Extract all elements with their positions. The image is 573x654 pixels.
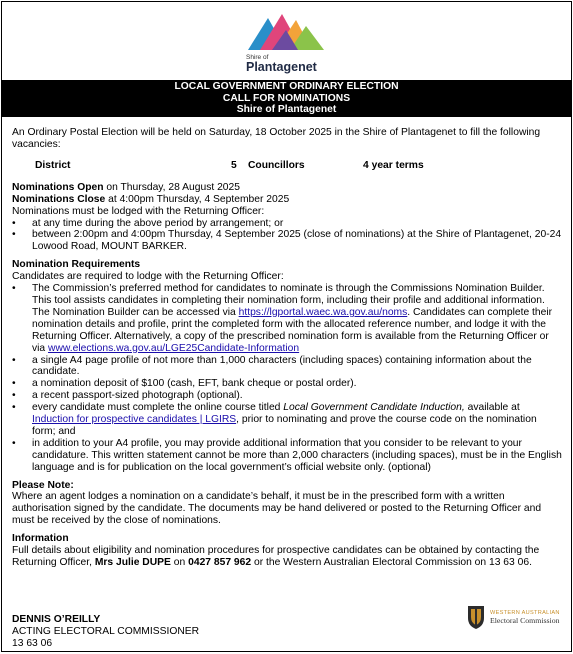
title-banner bbox=[2, 80, 571, 117]
information-text bbox=[12, 545, 562, 569]
waec-line-2: Electoral Commission bbox=[490, 616, 560, 625]
crest-icon bbox=[466, 604, 486, 630]
list-item: • at any time during the above period by arrangement; or bbox=[12, 218, 562, 230]
item5-text-b: available at bbox=[464, 402, 520, 414]
waec-line-1: WESTERN AUSTRALIAN bbox=[490, 610, 560, 616]
banner-line-3: Shire of Plantagenet bbox=[236, 104, 337, 115]
list-item: • between 2:00pm and 4:00pm Thursday, 4 September 2025 (close of nominations) at the Shire of Plantagenet, 20-24 Lowood Road, MOUNT BARKER. bbox=[12, 229, 562, 253]
list-item: • in addition to your A4 profile, you may provide additional information that you consider to be relevant to your candidature. This written statement cannot be more than 2,000 characters (including spaces), must be in the English language and is for publication on the local government’s official website only. (optional) bbox=[12, 438, 562, 474]
item5-text-a: every candidate must complete the online course titled bbox=[32, 402, 284, 414]
requirements-intro: Candidates are required to lodge with the Returning Officer: bbox=[12, 271, 284, 283]
vacancy-term: 4 year terms bbox=[363, 159, 424, 171]
signatory-title: ACTING ELECTORAL COMMISSIONER bbox=[12, 625, 200, 637]
list-item bbox=[12, 283, 562, 354]
signatory-name: DENNIS O’REILLY bbox=[12, 614, 101, 625]
returning-officer-name: Mrs Julie DUPE bbox=[94, 557, 171, 568]
note-text: Where an agent lodges a nomination on a candidate’s behalf, it must be in the prescribed form with a written authorisation signed by the candidate. The documents may be hand delivered or posted to the Returning Officer and must be received by the close of nominations. bbox=[12, 491, 542, 527]
mountains-icon bbox=[246, 14, 326, 54]
banner-line-1: LOCAL GOVERNMENT ORDINARY ELECTION bbox=[174, 81, 399, 92]
logo-big-text: Plantagenet bbox=[246, 60, 317, 74]
information-text-b: on bbox=[170, 557, 189, 568]
nominations-close bbox=[12, 194, 562, 206]
election-notice bbox=[1, 1, 572, 652]
open-label: Nominations Open bbox=[12, 181, 104, 193]
returning-officer-phone: 0427 857 962 bbox=[188, 557, 252, 568]
item1-text-a: The Commission’s preferred method for candidates to nominate is through the Commissions Nomination Builder. This tool assists candidates in completing their nomination form, including their profile and additional information. The Nomination Builder can be accessed via bbox=[32, 283, 545, 318]
list-item bbox=[12, 402, 562, 438]
close-text: at 4:00pm Thursday, 4 September 2025 bbox=[105, 193, 290, 205]
information-text-c: or the Western Australian Electoral Commission on 13 63 06. bbox=[251, 557, 532, 568]
open-text: on Thursday, 28 August 2025 bbox=[103, 181, 240, 193]
requirements-section bbox=[12, 259, 562, 473]
nominations-open bbox=[12, 182, 562, 194]
lodge-list bbox=[12, 218, 562, 254]
signatory-phone: 13 63 06 bbox=[12, 637, 53, 649]
waec-logo bbox=[466, 602, 566, 634]
intro-text: An Ordinary Postal Election will be held on Saturday, 18 October 2025 in the Shire of Plantagenet to fill the following vacancies: bbox=[12, 127, 541, 150]
shire-logo bbox=[246, 14, 326, 76]
lgportal-link[interactable]: https://lgportal.waec.wa.gov.au/noms bbox=[238, 306, 408, 318]
vacancy-count: 5 bbox=[231, 159, 237, 171]
requirements-list bbox=[12, 283, 562, 474]
note-section bbox=[12, 480, 562, 528]
information-section bbox=[12, 533, 562, 569]
vacancy-row bbox=[12, 160, 562, 172]
requirements-heading: Nomination Requirements bbox=[12, 259, 141, 271]
lodge-text: Nominations must be lodged with the Returning Officer: bbox=[12, 205, 265, 217]
course-title: Local Government Candidate Induction, bbox=[283, 402, 465, 414]
note-heading: Please Note: bbox=[12, 479, 74, 491]
logo-small-text: Shire of bbox=[246, 54, 269, 61]
candidate-info-link[interactable]: www.elections.wa.gov.au/LGE25Candidate-Information bbox=[48, 342, 300, 354]
nominations-section bbox=[12, 182, 562, 253]
information-text-a: Full details about eligibility and nomination procedures for prospective candidates can be obtained by contacting the Returning Officer, bbox=[12, 545, 540, 568]
item5-text-c: , prior to nominating and prove the course code on the nomination form; and bbox=[32, 414, 537, 437]
item1-text-b: . Candidates can complete their nomination details and profile, print the completed form with the allocated reference number, and lodge it with the Returning Officer. Alternatively, a copy of the prescribed nomination form is available from the Returning Officer or via bbox=[32, 306, 553, 354]
signature-block bbox=[12, 614, 312, 650]
banner-line-2: CALL FOR NOMINATIONS bbox=[222, 92, 351, 104]
vacancy-role: Councillors bbox=[248, 159, 305, 171]
close-label: Nominations Close bbox=[12, 193, 106, 205]
vacancy-district: District bbox=[35, 159, 71, 171]
induction-link[interactable]: Induction for prospective candidates | LGIRS bbox=[32, 414, 237, 426]
list-item: • a single A4 page profile of not more than 1,000 characters (including spaces) containing information about the candidate. bbox=[12, 355, 562, 379]
list-item: • a recent passport-sized photograph (optional). bbox=[12, 390, 562, 402]
notice-body bbox=[12, 127, 562, 569]
information-heading: Information bbox=[12, 533, 69, 545]
list-item: • a nomination deposit of $100 (cash, EFT, bank cheque or postal order). bbox=[12, 378, 562, 390]
